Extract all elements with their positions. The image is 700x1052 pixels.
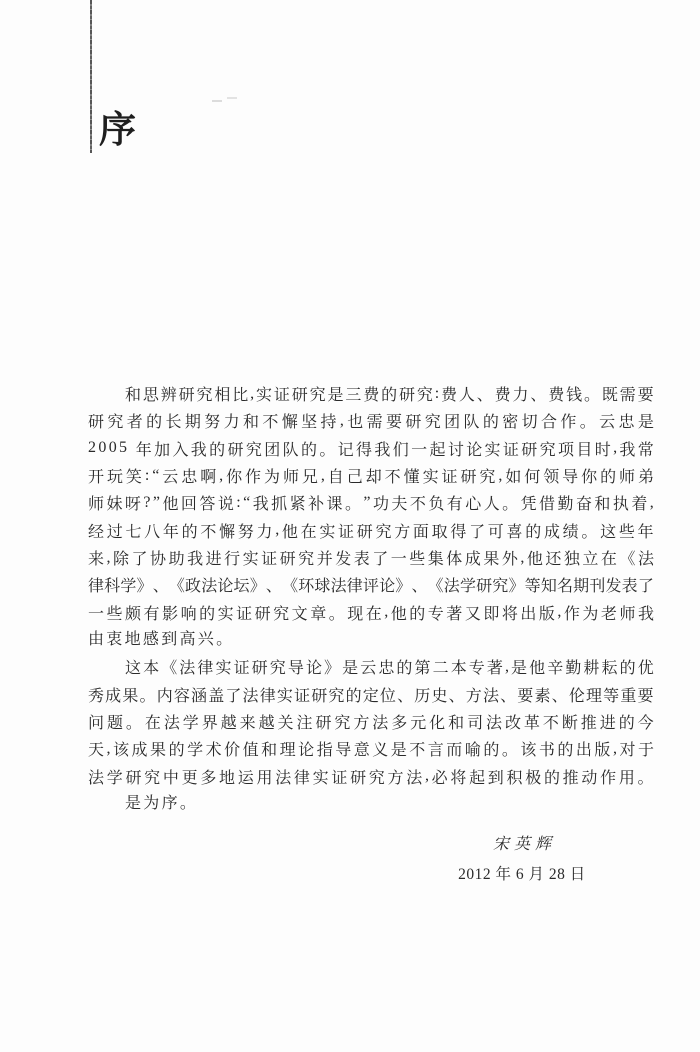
preface-body bbox=[88, 380, 654, 817]
text-line: 是为序。 bbox=[125, 794, 199, 812]
text-line: 和 思 辨 研 究 相 比 , 实 证 研 究 是 三 费 的 研 究 : 费 人 、 费 力 、 费 钱 。 既 需 要 bbox=[125, 384, 654, 405]
text-line: 由衷地感到高兴。 bbox=[88, 630, 235, 648]
text-line: 天 , 该 成 果 的 学 术 价 值 和 理 论 指 导 意 义 是 不 言 而 喻 的 。 该 书 的 出 版 , 对 于 bbox=[88, 739, 654, 760]
text-line: 一 些 颇 有 影 响 的 实 证 研 究 文 章 。 现 在 , 他 的 专 著 又 即 将 出 版 , 作 为 老 师 我 bbox=[88, 603, 654, 623]
text-line: 来 , 除 了 协 助 我 进 行 实 证 研 究 并 发 表 了 一 些 集 体 成 果 外 , 他 还 独 立 在 《 法 bbox=[88, 548, 654, 569]
signature-author: 宋英辉 bbox=[492, 836, 556, 853]
text-line: 研 究 者 的 长 期 努 力 和 不 懈 坚 持 , 也 需 要 研 究 团 队 的 密 切 合 作 。 云 忠 是 bbox=[88, 411, 654, 432]
scan-artifact-speck bbox=[212, 100, 222, 102]
text-line: 法 学 研 究 中 更 多 地 运 用 法 律 实 证 研 究 方 法 , 必 将 起 到 积 极 的 推 动 作 用 。 bbox=[88, 767, 654, 787]
text-line: 2 0 0 5 年 加 入 我 的 研 究 团 队 的 。 记 得 我 们 一 起 讨 论 实 证 研 究 项 目 时 , 我 常 bbox=[88, 439, 654, 459]
scan-artifact-line bbox=[90, 0, 92, 153]
text-line: 问 题 。 在 法 学 界 越 来 越 关 注 研 究 方 法 多 元 化 和 司 法 改 革 不 断 推 进 的 今 bbox=[88, 714, 654, 732]
text-line: 秀 成 果 。 内 容 涵 盖 了 法 律 实 证 研 究 的 定 位 、 历 史 、 方 法 、 要 素 、 伦 理 等 重 要 bbox=[88, 687, 654, 705]
text-line: 律 科 学 》 、 《 政 法 论 坛 》 、 《 环 球 法 律 评 论 》 、 《 法 学 研 究 》 等 知 名 期 刊 发 表 了 bbox=[88, 578, 654, 596]
text-line: 师 妹 呀 ? ” 他 回 答 说 : “ 我 抓 紧 补 课 。 ” 功 夫 不 负 有 心 人 。 凭 借 勤 奋 和 执 着 , bbox=[88, 493, 654, 514]
signature-date: 2012 年 6 月 28 日 bbox=[458, 866, 586, 883]
signature-block bbox=[452, 831, 592, 884]
text-line: 经 过 七 八 年 的 不 懈 努 力 , 他 在 实 证 研 究 方 面 取 得 了 可 喜 的 成 绩 。 这 些 年 bbox=[88, 521, 654, 541]
preface-title: 序 bbox=[99, 110, 136, 151]
text-line: 这 本 《 法 律 实 证 研 究 导 论 》 是 云 忠 的 第 二 本 专 著 , 是 他 辛 勤 耕 耘 的 优 bbox=[125, 657, 654, 678]
text-line: 开 玩 笑 : “ 云 忠 啊 , 你 作 为 师 兄 , 自 己 却 不 懂 实 证 研 究 , 如 何 领 导 你 的 师 弟 bbox=[88, 466, 654, 487]
